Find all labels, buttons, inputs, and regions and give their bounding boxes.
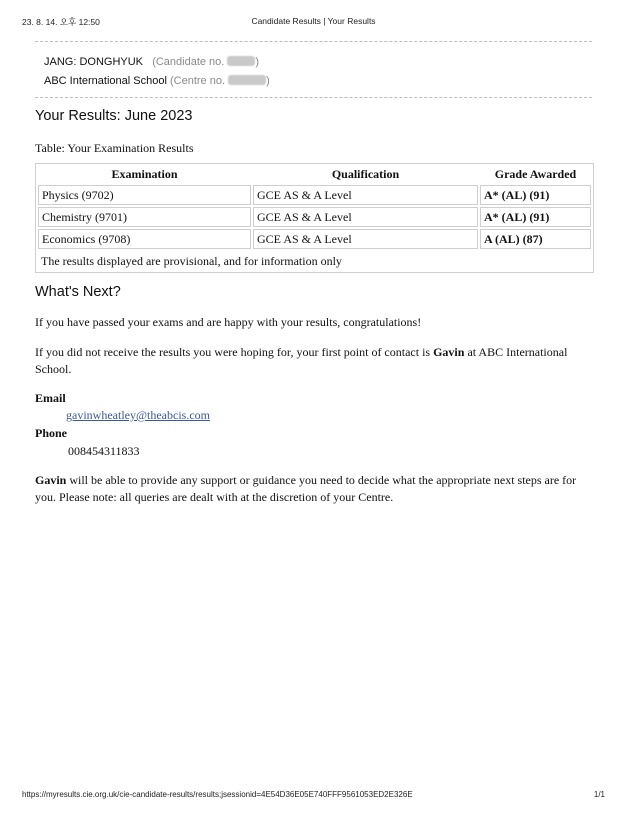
table-row (38, 185, 591, 205)
candidate-divider (35, 97, 592, 98)
qualification-cell: GCE AS & A Level (253, 207, 478, 227)
table-row (38, 229, 591, 249)
centre-number-label: (Centre no. (169, 75, 226, 87)
exam-cell: Physics (9702) (38, 185, 251, 205)
redacted-candidate-number (227, 56, 255, 66)
table-note-row (38, 251, 591, 270)
print-date: 23. 8. 14. 오후 12:50 (22, 17, 100, 27)
whats-next-heading: What's Next? (35, 284, 121, 300)
guidance-paragraph (35, 472, 595, 506)
phone-value: 008454311833 (68, 444, 140, 458)
candidate-number-label: (Candidate no. (152, 56, 225, 68)
guidance-contact-name: Gavin (35, 473, 67, 487)
email-value (66, 408, 210, 423)
contact-paragraph-suffix: at ABC International School. (35, 345, 568, 376)
grade-cell: A* (AL) (91) (480, 207, 591, 227)
guidance-text: will be able to provide any support or guidance you need to decide what the appropriate next steps are for you. Please note: all queries are dealt with at the discretion of your Centre. (35, 473, 577, 504)
school-name: ABC International School (44, 75, 167, 87)
results-heading: Your Results: June 2023 (35, 108, 193, 124)
contact-paragraph-prefix: If you did not receive the results you were hoping for, your first point of contact is (35, 345, 434, 359)
table-caption: Table: Your Examination Results (35, 141, 194, 155)
phone-label: Phone (35, 426, 68, 440)
email-link[interactable]: gavinwheatley@theabcis.com (66, 408, 210, 422)
table-row (38, 207, 591, 227)
print-header (22, 16, 605, 30)
page-number: 1/1 (593, 790, 605, 799)
table-header-row (38, 166, 591, 183)
top-divider (35, 41, 592, 42)
congratulations-text: If you have passed your exams and are happy with your results, congratulations! (35, 315, 422, 329)
grade-cell: A* (AL) (91) (480, 185, 591, 205)
qualification-cell: GCE AS & A Level (253, 229, 478, 249)
column-header-qualification: Qualification (331, 167, 400, 181)
school-line (44, 72, 270, 91)
candidate-name: JANG: DONGHYUK (44, 56, 144, 68)
candidate-number-close: ) (255, 56, 260, 68)
provisional-note: The results displayed are provisional, and for information only (41, 253, 342, 268)
page-url: https://myresults.cie.org.uk/cie-candidate-results/results;jsessionid=4E54D36E05E740FFF9561053ED2E326E (22, 790, 413, 799)
print-footer (22, 790, 605, 802)
contact-name: Gavin (433, 345, 465, 359)
redacted-centre-number (228, 75, 266, 85)
candidate-line (44, 53, 270, 72)
results-table (35, 163, 594, 273)
qualification-cell: GCE AS & A Level (253, 185, 478, 205)
contact-paragraph (35, 344, 595, 378)
exam-cell: Economics (9708) (38, 229, 251, 249)
email-label: Email (35, 391, 66, 405)
print-page-title: Candidate Results | Your Results (251, 16, 376, 26)
exam-cell: Chemistry (9701) (38, 207, 251, 227)
candidate-info (44, 53, 270, 91)
column-header-examination: Examination (111, 167, 178, 181)
centre-number-close: ) (266, 75, 270, 87)
grade-cell: A (AL) (87) (480, 229, 591, 249)
column-header-grade: Grade Awarded (494, 167, 577, 181)
